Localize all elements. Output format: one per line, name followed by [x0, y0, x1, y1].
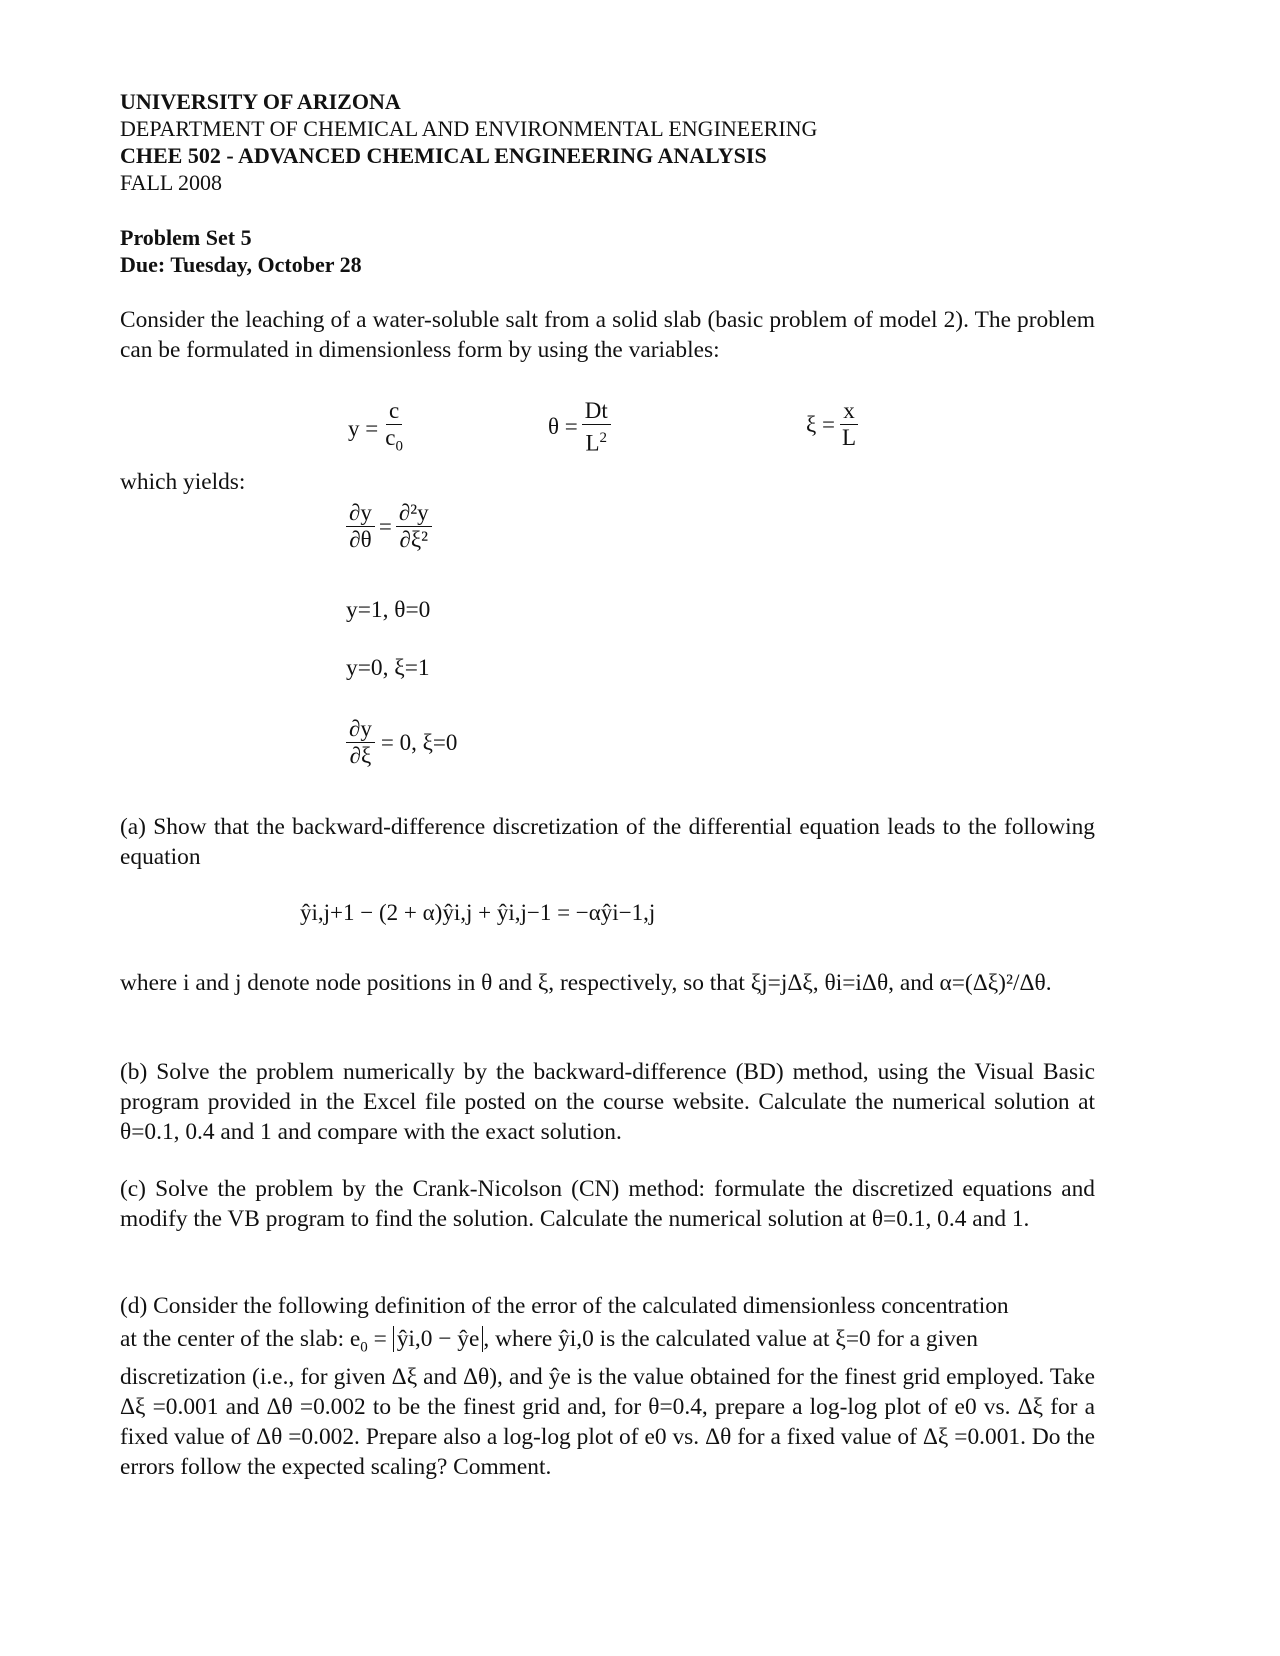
part-b-paragraph: (b) Solve the problem numerically by the backward-difference (BD) method, using the Visual Basic program provided in the Excel file posted on the course website. Calculate the numerical solution at θ=0.1, 0.4 and 1 and compare with the exact solution. — [120, 1059, 1095, 1145]
y-denominator: c — [385, 425, 396, 450]
pde-lhs-numerator: ∂y — [346, 500, 375, 527]
part-a-paragraph: (a) Show that the backward-difference discretization of the differential equation leads to the following equation — [120, 814, 1095, 870]
part-d-rest-paragraph: discretization (i.e., for given Δξ and Δθ), and ŷe is the value obtained for the finest grid employed. Take Δξ =0.001 and Δθ =0.002 to be the finest grid and, for θ=0.4, prepare a log-log plot of e0 vs. Δξ for a fixed value of Δθ =0.002. Prepare also a log-log plot of e0 vs. Δθ for a fixed value of Δξ =0.001. Do the errors follow the expected scaling? Comment. — [120, 1364, 1095, 1480]
problem-set-title: Problem Set 5 — [120, 225, 252, 250]
boundary-condition-1: y=0, ξ=1 — [346, 655, 430, 681]
discretized-equation: ŷi,j+1 − (2 + α)ŷi,j + ŷi,j−1 = −αŷi−1,j — [300, 900, 656, 925]
xi-numerator: x — [840, 398, 858, 425]
variable-y-definition — [348, 398, 406, 460]
bc2-numerator: ∂y — [346, 716, 375, 743]
variable-theta-definition — [548, 398, 611, 457]
boundary-condition-2 — [346, 716, 457, 769]
y-numerator: c — [386, 398, 402, 425]
theta-denominator: L — [585, 430, 600, 456]
part-c-paragraph: (c) Solve the problem by the Crank-Nicolson (CN) method: formulate the discretized equations and modify the VB program to find the solution. Calculate the numerical solution at θ=0.1, 0.4 and 1. — [120, 1176, 1095, 1232]
error-equals: = — [367, 1326, 393, 1352]
bc2-denominator: ∂ξ — [349, 743, 372, 768]
part-a-where-paragraph: where i and j denote node positions in θ and ξ, respectively, so that ξj=jΔξ, θi=iΔθ, and α=(Δξ)²/Δθ. — [120, 970, 1052, 996]
which-yields-label: which yields: — [120, 469, 246, 495]
department-name: DEPARTMENT OF CHEMICAL AND ENVIRONMENTAL ENGINEERING — [120, 116, 818, 141]
xi-denominator: L — [841, 425, 857, 450]
intro-paragraph: Consider the leaching of a water-soluble salt from a solid slab (basic problem of model 2). The problem can be formulated in dimensionless form by using the variables: — [120, 307, 1095, 363]
due-date: Due: Tuesday, October 28 — [120, 252, 362, 277]
y-denominator-sub: 0 — [395, 438, 403, 455]
term: FALL 2008 — [120, 170, 223, 195]
university-name: UNIVERSITY OF ARIZONA — [120, 89, 401, 114]
xi-lhs: ξ = — [806, 411, 835, 437]
theta-numerator: Dt — [582, 398, 611, 425]
error-absolute-value: ŷi,0 − ŷe — [393, 1326, 484, 1352]
part-d-line-2-mid: , where ŷi,0 is the calculated value at ξ=0 for a given — [483, 1326, 978, 1352]
part-d-line-2 — [120, 1322, 978, 1365]
initial-condition: y=1, θ=0 — [346, 597, 431, 623]
pde-equals: = — [378, 513, 392, 539]
theta-denominator-sup: 2 — [599, 430, 608, 446]
variable-xi-definition — [806, 398, 859, 451]
pde-rhs-numerator: ∂²y — [396, 500, 432, 527]
governing-pde — [346, 500, 432, 553]
bc2-rhs: = 0, ξ=0 — [380, 729, 458, 755]
part-d-line-2-start: at the center of the slab: e — [120, 1326, 361, 1352]
pde-lhs-denominator: ∂θ — [349, 527, 372, 552]
theta-lhs: θ = — [548, 414, 578, 440]
part-d-line-1: (d) Consider the following definition of the error of the calculated dimensionless concentration — [120, 1293, 1009, 1319]
course-title: CHEE 502 - ADVANCED CHEMICAL ENGINEERING ANALYSIS — [120, 143, 767, 168]
y-lhs: y = — [348, 415, 379, 441]
pde-rhs-denominator: ∂ξ² — [399, 527, 428, 552]
e0-subscript: 0 — [360, 1339, 368, 1356]
